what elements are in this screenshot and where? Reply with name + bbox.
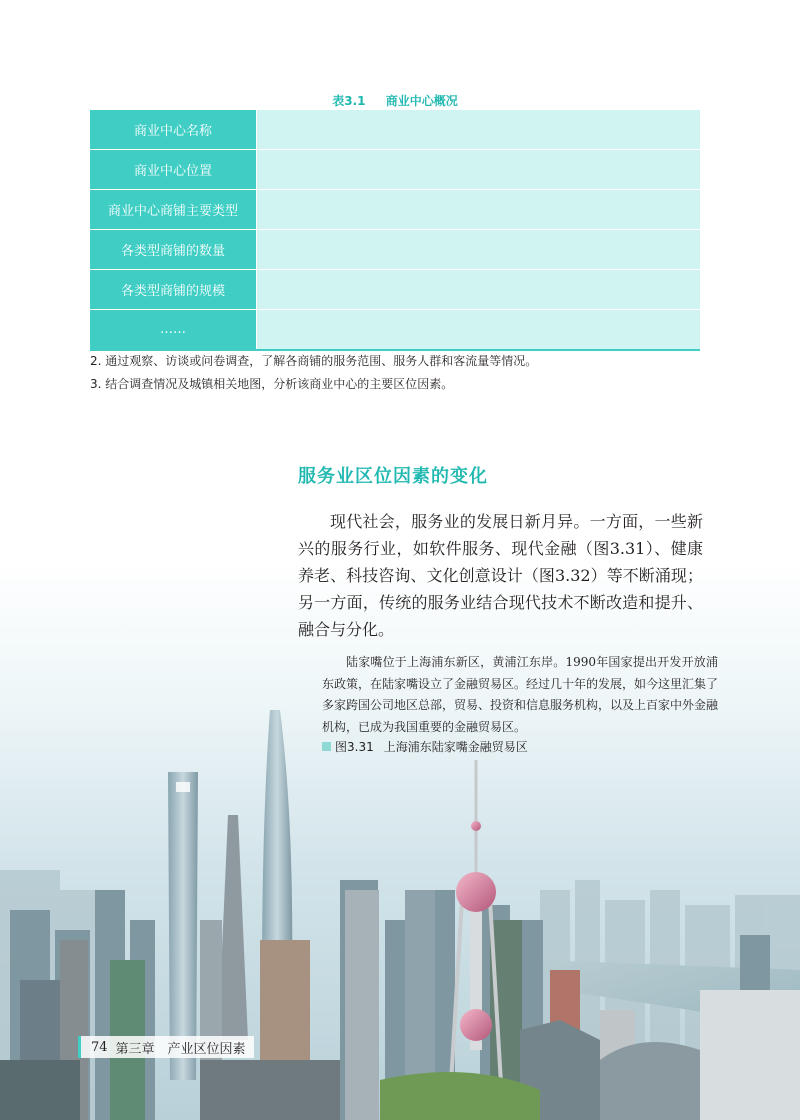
step-item: 2. 通过观察、访谈或问卷调查，了解各商铺的服务范围、服务人群和客流量等情况。: [90, 354, 538, 368]
figure-title: 上海浦东陆家嘴金融贸易区: [383, 740, 528, 754]
step-item: 3. 结合调查情况及城镇相关地图，分析该商业中心的主要区位因素。: [90, 377, 454, 391]
table-caption: [90, 92, 700, 109]
row-blank-cell: [257, 110, 701, 150]
table-title: 商业中心概况: [385, 94, 458, 108]
page-number: 74: [91, 1039, 108, 1055]
figure-note: 陆家嘴位于上海浦东新区，黄浦江东岸。1990年国家提出开发开放浦东政策，在陆家嘴设立了金融贸易区。经过几十年的发展，如今这里汇集了多家跨国公司地区总部，贸易、投资和信息服务机构，以及上百家中外金融机构，已成为我国重要的金融贸易区。: [322, 655, 719, 734]
figure-number: 图3.31: [335, 740, 374, 754]
row-label: 商业中心商铺主要类型: [90, 190, 257, 230]
financial-center-tower: [168, 772, 198, 1080]
row-blank-cell: [257, 270, 701, 310]
table-row: [90, 310, 700, 351]
row-blank-cell: [257, 190, 701, 230]
row-blank-cell: [257, 150, 701, 190]
page-footer: [78, 1036, 254, 1058]
row-label: 商业中心名称: [90, 110, 257, 150]
table-row: [90, 230, 700, 270]
foreground-buildings: [0, 1060, 80, 1120]
chapter-title: 第三章 产业区位因素: [115, 1041, 246, 1057]
table-row: [90, 270, 700, 310]
overview-table: [90, 110, 700, 351]
caption-square-icon: [322, 742, 331, 751]
section-title: 服务业区位因素的变化: [298, 466, 488, 487]
figure-caption: [322, 738, 528, 755]
activity-steps: [90, 350, 700, 396]
row-blank-cell: [257, 230, 701, 270]
row-label: 商业中心位置: [90, 150, 257, 190]
table-row: [90, 190, 700, 230]
section-body: 现代社会，服务业的发展日新月异。一方面，一些新兴的服务行业，如软件服务、现代金融（图3.31）、健康养老、科技咨询、文化创意设计（图3.32）等不断涌现；另一方面，传统的服务业结合现代技术不断改造和提升、融合与分化。: [298, 512, 703, 639]
office-tower: [345, 890, 379, 1120]
row-label: 各类型商铺的规模: [90, 270, 257, 310]
row-label: 各类型商铺的数量: [90, 230, 257, 270]
table-row: [90, 110, 700, 150]
row-blank-cell: [257, 310, 701, 351]
row-label: ……: [90, 310, 257, 351]
table-number: 表3.1: [332, 94, 366, 108]
table-row: [90, 150, 700, 190]
